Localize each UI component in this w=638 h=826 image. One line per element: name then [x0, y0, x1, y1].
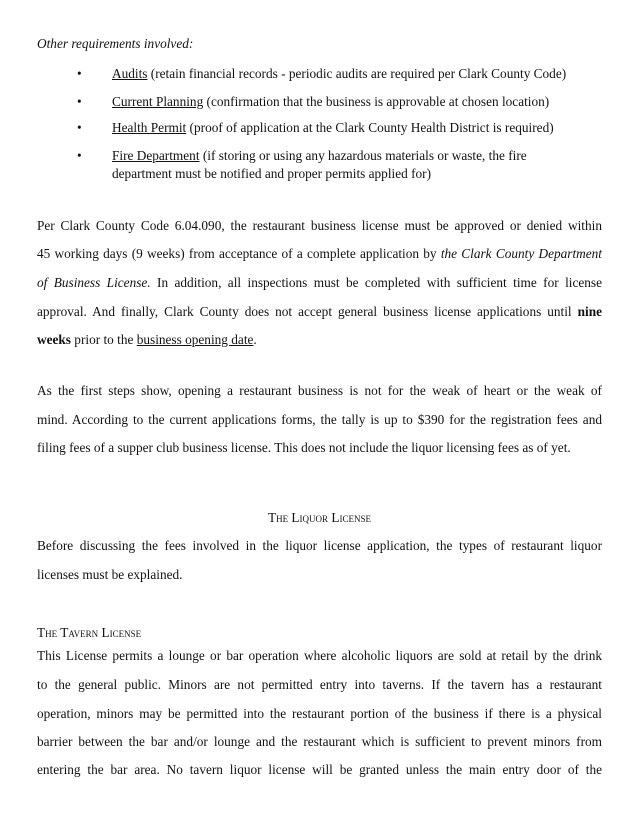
subsection-heading: The Tavern License: [37, 625, 142, 640]
bullet-marker: •: [77, 66, 82, 81]
paragraph-line: operation, minors may be permitted into the restaurant portion of the business if there is a physical: [37, 706, 602, 721]
paragraph-line: to the general public. Minors are not permitted entry into taverns. If the tavern has a restaurant: [37, 677, 602, 692]
paragraph-line: 45 working days (9 weeks) from acceptance of a complete application by the Clark County Department: [37, 246, 602, 261]
paragraph-line: Per Clark County Code 6.04.090, the restaurant business license must be approved or denied within: [37, 218, 602, 233]
health-permit-link[interactable]: Health Permit: [112, 120, 187, 135]
paragraph-line: As the first steps show, opening a restaurant business is not for the weak of heart or the weak of: [37, 383, 602, 398]
bullet-marker: •: [77, 120, 82, 135]
paragraph-line: approval. And finally, Clark County does not accept general business license applications until nine: [37, 304, 602, 319]
paragraph-line: This License permits a lounge or bar operation where alcoholic liquors are sold at retail by the drink: [37, 648, 602, 663]
paragraph-line: barrier between the bar and/or lounge and the restaurant which is sufficient to prevent minors from: [37, 734, 602, 749]
bullet-marker: •: [77, 148, 82, 163]
paragraph-line: entering the bar area. No tavern liquor license will be granted unless the main entry door of the: [37, 762, 602, 777]
paragraph-line: of Business License. In addition, all inspections must be completed with sufficient time for license: [37, 275, 602, 290]
paragraph-line: mind. According to the current applications forms, the tally is up to $390 for the registration fees and: [37, 412, 602, 427]
paragraph-line: licenses must be explained.: [37, 567, 183, 582]
paragraph-line: Before discussing the fees involved in the liquor license application, the types of restaurant liquor: [37, 538, 602, 553]
paragraph-line: weeks prior to the business opening date.: [37, 332, 257, 347]
business-opening-date-link[interactable]: business opening date: [136, 332, 254, 347]
requirements-intro: Other requirements involved:: [37, 36, 194, 51]
paragraph-line: filing fees of a supper club business license. This does not include the liquor licensing fees as of yet.: [37, 440, 571, 455]
document-page: Other requirements involved: • Audits (retain financial records - periodic audits are required per Clark County Code) • Current Planning (confirmation that the business is approvable at chosen location) • Health Permit (proof of application at the Clark County Health District is required) • Fire Department (if storing or using any hazardous materials or waste, the fire department must be notified and proper permits applied for) Per Clark County Code 6.04.090, the restaurant business license must be approved or denied within 45 working days (9 weeks) from acceptance of a complete application by the Clark County Department of Business License. In addition, all inspections must be completed with sufficient time for license approval. And finally, Clark County does not accept general business license applications until nine weeks prior to the business opening date. As the first steps show, opening a restaurant business is not for the weak of heart or the weak of mind. According to the current applications forms, the tally is up to $390 for the registration fees and filing fees of a supper club business license. This does not include the liquor licensing fees as of yet. The Liquor License Before discussing the fees involved in the liquor license application, the types of restaurant liquor licenses must be explained. The Tavern License This License permits a lounge or bar operation where alcoholic liquors are sold at retail by the drink to the general public. Minors are not permitted entry into taverns. If the tavern has a restaurant operation, minors may be permitted into the restaurant portion of the business if there is a physical barrier between the bar and/or lounge and the restaurant which is sufficient to prevent minors from entering the bar area. No tavern liquor license will be granted unless the main entry door of the: [37, 36, 602, 777]
bullet-marker: •: [77, 94, 82, 109]
audits-link[interactable]: Audits: [112, 66, 148, 81]
fire-department-link[interactable]: Fire Department: [112, 148, 200, 163]
current-planning-link[interactable]: Current Planning: [112, 94, 204, 109]
section-heading: The Liquor License: [267, 510, 371, 525]
